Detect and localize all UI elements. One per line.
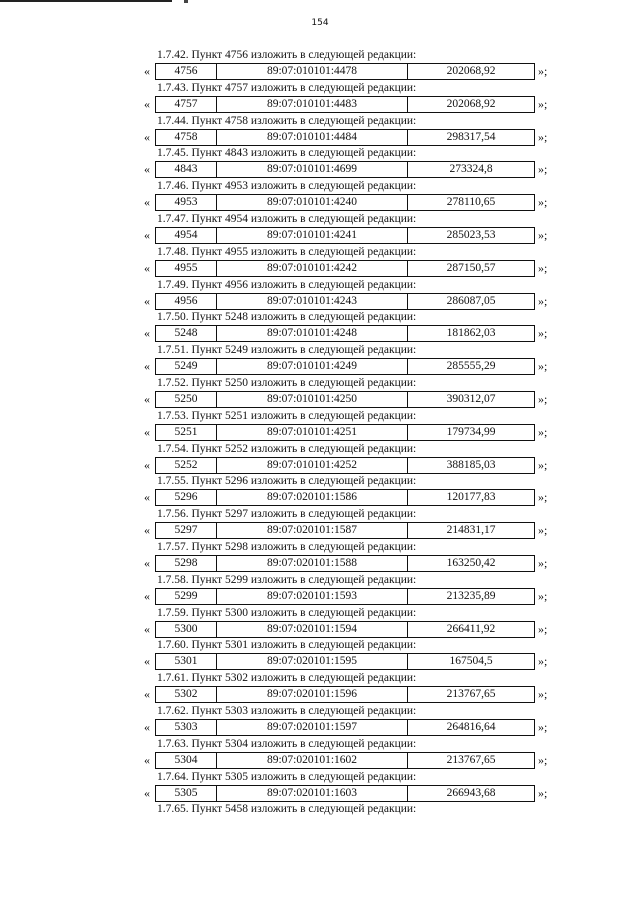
item-number-cell: 5305 — [156, 786, 217, 801]
value-cell: 214831,17 — [446, 524, 496, 537]
closing-quote: »; — [538, 555, 548, 570]
amendment-heading: 1.7.58. Пункт 5299 изложить в следующей редакции: — [157, 573, 417, 586]
amendment-heading: 1.7.60. Пункт 5301 изложить в следующей редакции: — [157, 639, 417, 652]
amendment-row — [0, 227, 640, 243]
item-number-cell: 5251 — [156, 425, 217, 440]
amendment-entry — [0, 212, 640, 245]
cadastral-number-cell: 89:07:020101:1602 — [217, 753, 408, 768]
opening-quote: « — [144, 293, 150, 308]
item-number-cell: 5249 — [156, 359, 217, 374]
amendment-heading: 1.7.63. Пункт 5304 изложить в следующей редакции: — [157, 737, 417, 750]
closing-quote: »; — [538, 621, 548, 636]
cadastral-number-cell: 89:07:010101:4699 — [217, 162, 408, 177]
opening-quote: « — [144, 129, 150, 144]
opening-quote: « — [144, 555, 150, 570]
cadastral-number-cell: 89:07:020101:1593 — [217, 589, 408, 604]
value-cell: 213767,65 — [446, 753, 496, 766]
amendment-entry — [0, 540, 640, 573]
amendment-entry — [0, 638, 640, 671]
amendment-table — [155, 194, 535, 211]
value-cell: 286087,05 — [446, 294, 496, 307]
item-number-cell: 4756 — [156, 64, 217, 79]
amendment-entry — [0, 114, 640, 147]
amendment-heading: 1.7.61. Пункт 5302 изложить в следующей редакции: — [157, 672, 417, 685]
amendment-entry — [0, 409, 640, 442]
opening-quote: « — [144, 621, 150, 636]
closing-quote: »; — [538, 391, 548, 406]
item-number-cell: 5297 — [156, 523, 217, 538]
amendment-heading: 1.7.59. Пункт 5300 изложить в следующей редакции: — [157, 606, 417, 619]
closing-quote: »; — [538, 424, 548, 439]
amendment-table — [155, 391, 535, 408]
amendment-row — [0, 161, 640, 177]
opening-quote: « — [144, 424, 150, 439]
cadastral-number-cell: 89:07:010101:4484 — [217, 130, 408, 145]
opening-quote: « — [144, 227, 150, 242]
cadastral-number-cell: 89:07:010101:4250 — [217, 392, 408, 407]
item-number-cell: 5302 — [156, 687, 217, 702]
amendment-row — [0, 293, 640, 309]
amendment-row — [0, 719, 640, 735]
amendment-entry — [0, 606, 640, 639]
amendment-heading: 1.7.45. Пункт 4843 изложить в следующей редакции: — [157, 147, 417, 160]
amendment-table — [155, 96, 535, 113]
opening-quote: « — [144, 326, 150, 341]
amendment-entry — [0, 507, 640, 540]
amendment-row — [0, 686, 640, 702]
closing-quote: »; — [538, 64, 548, 78]
cadastral-number-cell: 89:07:020101:1596 — [217, 687, 408, 702]
cadastral-number-cell: 89:07:020101:1595 — [217, 654, 408, 669]
amendment-row — [0, 752, 640, 768]
value-cell: 120177,83 — [446, 491, 496, 504]
amendment-heading: 1.7.52. Пункт 5250 изложить в следующей редакции: — [157, 376, 417, 389]
value-cell: 388185,03 — [446, 458, 496, 471]
page-number: 154 — [311, 18, 329, 28]
closing-quote: »; — [538, 785, 548, 800]
closing-quote: »; — [538, 523, 548, 538]
amendment-row — [0, 621, 640, 637]
amendment-heading: 1.7.48. Пункт 4955 изложить в следующей редакции: — [157, 245, 417, 258]
closing-quote: »; — [538, 752, 548, 767]
amendment-table — [155, 621, 535, 638]
amendments-list — [0, 48, 640, 802]
amendment-row — [0, 391, 640, 407]
amendment-entry — [0, 704, 640, 737]
amendment-table — [155, 227, 535, 244]
closing-quote: »; — [538, 195, 548, 210]
amendment-row — [0, 194, 640, 210]
amendment-row — [0, 785, 640, 801]
closing-quote: »; — [538, 129, 548, 144]
opening-quote: « — [144, 752, 150, 767]
amendment-row — [0, 489, 640, 505]
value-cell: 167504,5 — [449, 655, 493, 668]
amendment-table — [155, 358, 535, 375]
cadastral-number-cell: 89:07:010101:4249 — [217, 359, 408, 374]
amendment-row — [0, 96, 640, 112]
item-number-cell: 5248 — [156, 326, 217, 341]
amendment-heading: 1.7.53. Пункт 5251 изложить в следующей редакции: — [157, 409, 417, 422]
amendment-entry — [0, 179, 640, 212]
closing-quote: »; — [538, 457, 548, 472]
closing-quote: »; — [538, 227, 548, 242]
cadastral-number-cell: 89:07:020101:1594 — [217, 622, 408, 637]
amendment-entry — [0, 770, 640, 803]
opening-quote: « — [144, 162, 150, 177]
amendment-entry — [0, 343, 640, 376]
amendment-heading: 1.7.44. Пункт 4758 изложить в следующей редакции: — [157, 114, 417, 127]
opening-quote: « — [144, 523, 150, 538]
amendment-entry — [0, 474, 640, 507]
amendment-table — [155, 522, 535, 539]
value-cell: 181862,03 — [446, 327, 496, 340]
amendment-table — [155, 260, 535, 277]
amendment-row — [0, 653, 640, 669]
item-number-cell: 5250 — [156, 392, 217, 407]
value-cell: 163250,42 — [446, 556, 496, 569]
amendment-entry — [0, 278, 640, 311]
amendment-table — [155, 752, 535, 769]
value-cell: 202068,92 — [446, 97, 496, 110]
cadastral-number-cell: 89:07:010101:4252 — [217, 458, 408, 473]
amendment-entry — [0, 48, 640, 81]
item-number-cell: 5300 — [156, 622, 217, 637]
amendment-heading: 1.7.43. Пункт 4757 изложить в следующей редакции: — [157, 81, 417, 94]
item-number-cell: 5252 — [156, 458, 217, 473]
item-number-cell: 5304 — [156, 753, 217, 768]
opening-quote: « — [144, 457, 150, 472]
amendment-heading: 1.7.50. Пункт 5248 изложить в следующей редакции: — [157, 311, 417, 324]
amendment-heading: 1.7.51. Пункт 5249 изложить в следующей редакции: — [157, 344, 417, 357]
item-number-cell: 5303 — [156, 720, 217, 735]
amendment-row — [0, 424, 640, 440]
amendment-table — [155, 653, 535, 670]
opening-quote: « — [144, 490, 150, 505]
item-number-cell: 4954 — [156, 228, 217, 243]
amendment-entry — [0, 81, 640, 114]
amendment-table — [155, 457, 535, 474]
amendment-entry — [0, 671, 640, 704]
value-cell: 285555,29 — [446, 360, 496, 373]
value-cell: 202068,92 — [446, 65, 496, 77]
cadastral-number-cell: 89:07:010101:4248 — [217, 326, 408, 341]
closing-quote: »; — [538, 654, 548, 669]
amendment-row — [0, 63, 640, 79]
value-cell: 266943,68 — [446, 786, 496, 799]
amendment-entry — [0, 376, 640, 409]
amendment-table — [155, 785, 535, 802]
closing-quote: »; — [538, 293, 548, 308]
amendment-heading: 1.7.62. Пункт 5303 изложить в следующей редакции: — [157, 704, 417, 717]
cadastral-number-cell: 89:07:020101:1603 — [217, 786, 408, 801]
amendment-table — [155, 325, 535, 342]
amendment-heading: 1.7.42. Пункт 4756 изложить в следующей редакции: — [157, 49, 417, 61]
amendment-table — [155, 63, 535, 80]
cadastral-number-cell: 89:07:020101:1588 — [217, 556, 408, 571]
value-cell: 287150,57 — [446, 261, 496, 274]
cadastral-number-cell: 89:07:010101:4241 — [217, 228, 408, 243]
cadastral-number-cell: 89:07:010101:4483 — [217, 97, 408, 112]
amendment-table — [155, 161, 535, 178]
amendment-row — [0, 522, 640, 538]
item-number-cell: 4843 — [156, 162, 217, 177]
item-number-cell: 4757 — [156, 97, 217, 112]
amendment-table — [155, 588, 535, 605]
value-cell: 213767,65 — [446, 688, 496, 701]
amendment-heading: 1.7.49. Пункт 4956 изложить в следующей редакции: — [157, 278, 417, 291]
cadastral-number-cell: 89:07:010101:4251 — [217, 425, 408, 440]
item-number-cell: 4956 — [156, 294, 217, 309]
top-mark — [184, 0, 188, 3]
closing-quote: »; — [538, 719, 548, 734]
closing-quote: »; — [538, 359, 548, 374]
amendment-row — [0, 358, 640, 374]
closing-quote: »; — [538, 326, 548, 341]
closing-quote: »; — [538, 490, 548, 505]
cadastral-number-cell: 89:07:020101:1587 — [217, 523, 408, 538]
value-cell: 266411,92 — [446, 622, 496, 635]
opening-quote: « — [144, 96, 150, 111]
opening-quote: « — [144, 785, 150, 800]
amendment-row — [0, 129, 640, 145]
amendment-row — [0, 555, 640, 571]
cadastral-number-cell: 89:07:020101:1586 — [217, 490, 408, 505]
closing-quote: »; — [538, 260, 548, 275]
cadastral-number-cell: 89:07:010101:4240 — [217, 195, 408, 210]
amendment-heading: 1.7.47. Пункт 4954 изложить в следующей редакции: — [157, 212, 417, 225]
value-cell: 278110,65 — [446, 196, 496, 209]
amendment-entry — [0, 245, 640, 278]
amendment-heading: 1.7.56. Пункт 5297 изложить в следующей редакции: — [157, 508, 417, 521]
amendment-heading: 1.7.54. Пункт 5252 изложить в следующей редакции: — [157, 442, 417, 455]
amendment-entry — [0, 442, 640, 475]
amendment-heading: 1.7.57. Пункт 5298 изложить в следующей редакции: — [157, 540, 417, 553]
amendment-heading: 1.7.46. Пункт 4953 изложить в следующей редакции: — [157, 180, 417, 193]
item-number-cell: 5298 — [156, 556, 217, 571]
amendment-entry — [0, 737, 640, 770]
opening-quote: « — [144, 64, 150, 78]
amendment-heading: 1.7.55. Пункт 5296 изложить в следующей редакции: — [157, 475, 417, 488]
top-rule — [0, 0, 172, 2]
closing-quote: »; — [538, 96, 548, 111]
amendment-entry — [0, 573, 640, 606]
amendment-heading: 1.7.64. Пункт 5305 изложить в следующей редакции: — [157, 770, 417, 783]
amendment-table — [155, 293, 535, 310]
value-cell: 298317,54 — [446, 130, 496, 143]
opening-quote: « — [144, 588, 150, 603]
closing-quote: »; — [538, 588, 548, 603]
opening-quote: « — [144, 654, 150, 669]
item-number-cell: 5301 — [156, 654, 217, 669]
opening-quote: « — [144, 391, 150, 406]
opening-quote: « — [144, 687, 150, 702]
amendment-table — [155, 424, 535, 441]
amendment-row — [0, 588, 640, 604]
amendment-entry — [0, 310, 640, 343]
opening-quote: « — [144, 719, 150, 734]
value-cell: 285023,53 — [446, 228, 496, 241]
item-number-cell: 4953 — [156, 195, 217, 210]
value-cell: 179734,99 — [446, 425, 496, 438]
item-number-cell: 5299 — [156, 589, 217, 604]
value-cell: 264816,64 — [446, 720, 496, 733]
cadastral-number-cell: 89:07:010101:4478 — [217, 64, 408, 79]
amendment-table — [155, 555, 535, 572]
value-cell: 273324,8 — [449, 163, 493, 176]
cadastral-number-cell: 89:07:010101:4242 — [217, 261, 408, 276]
cadastral-number-cell: 89:07:020101:1597 — [217, 720, 408, 735]
item-number-cell: 4955 — [156, 261, 217, 276]
amendment-table — [155, 129, 535, 146]
amendment-entry — [0, 146, 640, 179]
amendment-table — [155, 489, 535, 506]
item-number-cell: 5296 — [156, 490, 217, 505]
closing-quote: »; — [538, 687, 548, 702]
amendment-row — [0, 260, 640, 276]
item-number-cell: 4758 — [156, 130, 217, 145]
opening-quote: « — [144, 260, 150, 275]
cadastral-number-cell: 89:07:010101:4243 — [217, 294, 408, 309]
opening-quote: « — [144, 359, 150, 374]
opening-quote: « — [144, 195, 150, 210]
value-cell: 213235,89 — [446, 589, 496, 602]
amendment-row — [0, 457, 640, 473]
value-cell: 390312,07 — [446, 392, 496, 405]
amendment-table — [155, 686, 535, 703]
amendment-row — [0, 325, 640, 341]
amendment-table — [155, 719, 535, 736]
closing-quote: »; — [538, 162, 548, 177]
final-heading: 1.7.65. Пункт 5458 изложить в следующей редакции: — [157, 803, 417, 816]
